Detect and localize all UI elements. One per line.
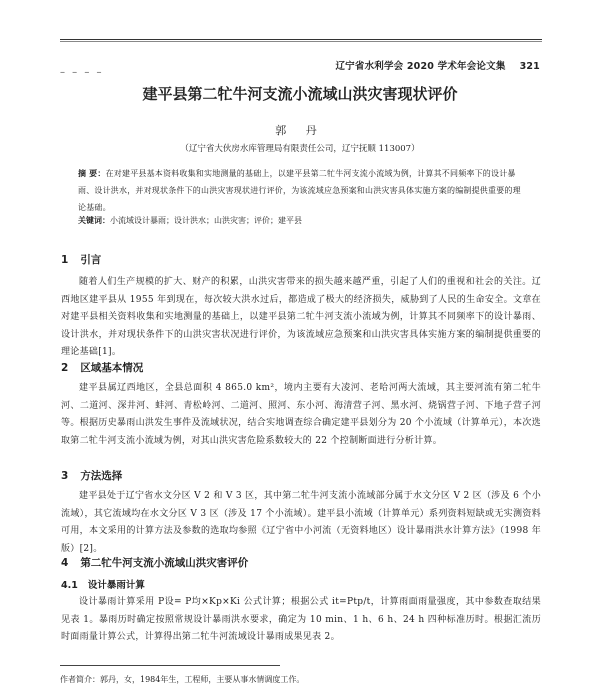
section-title: 引言 xyxy=(80,254,102,266)
author-footnote: 作者简介：郭丹，女，1984年生，工程师，主要从事水情调度工作。 xyxy=(60,675,305,684)
subsection-4-1-heading xyxy=(61,577,145,591)
section-title: 第二牤牛河支流小流域山洪灾害评价 xyxy=(80,557,249,569)
section-2-heading xyxy=(61,360,143,375)
subsection-number: 4.1 xyxy=(61,580,78,591)
section-3-heading xyxy=(61,468,122,483)
page-number: 321 xyxy=(519,61,540,72)
section-title: 区域基本情况 xyxy=(80,362,144,374)
keywords-label: 关键词： xyxy=(78,216,110,225)
subsection-title: 设计暴雨计算 xyxy=(87,580,145,591)
section-title: 方法选择 xyxy=(80,470,123,482)
footnote-rule xyxy=(60,665,280,666)
paper-title: 建平县第二牤牛河支流小流域山洪灾害现状评价 xyxy=(142,85,458,103)
header-dashes: – – – – xyxy=(60,67,104,78)
abstract-text: 在对建平县基本资料收集和实地测量的基础上，以建平县第二牤牛河支流小流域为例，计算其不同频率下的设计暴雨、设计洪水，并对现状条件下的山洪灾害现状进行评价，为该流域应急预案和山洪灾害具体实施方案的编制提供重要的理论基础。 xyxy=(78,169,521,212)
section-3-paragraph: 建平县处于辽宁省水文分区 V 2 和 V 3 区，其中第二牤牛河支流小流域部分属于水文分区 V 2 区（涉及 6 个小流域），其它流域均在水文分区 V 3 区（涉及 17 个小流域）。建平县小流域（计算单元）系列资料短缺或无实测资料可用，本文采用的计算方法及参数的选取均参照《辽宁省中小河流（无资料地区）设计暴雨洪水计算方法》（1998 年版）[2]。 xyxy=(61,491,541,554)
section-number: 2 xyxy=(61,362,69,374)
header-rule xyxy=(60,39,542,40)
header-rule-thin xyxy=(60,41,542,42)
author: 郭 丹 xyxy=(275,124,325,137)
abstract xyxy=(78,165,522,216)
section-1-paragraph: 随着人们生产规模的扩大、财产的积累，山洪灾害带来的损失越来越严重，引起了人们的重视和社会的关注。辽西地区建平县从 1955 年到现在，每次较大洪水过后，都造成了极大的经济损失，威胁到了人民的生命安全。文章在对建平县相关资料收集和实地测量的基础上，以建平县第二牤牛河支流小流域为例，计算其不同频率下的设计暴雨、设计洪水，并对现状条件下的山洪灾害状况进行评价，为该流域应急预案和山洪灾害具体实施方案的编制提供重要的理论基础[1]。 xyxy=(61,277,541,357)
section-4-paragraph: 设计暴雨计算采用 P设= P均×Kp×Ki 公式计算；根据公式 it=Ptp/t，计算雨面雨量强度，其中参数查取结果见表 1。暴雨历时确定按照常规设计暴雨洪水要求，确定为 10 min、1 h、6 h、24 h 四种标准历时。根据汇流历时面雨量计算公式，计算得出第二牤牛河流域设计暴雨成果见表 2。 xyxy=(61,597,541,642)
keywords xyxy=(78,215,522,226)
section-1-heading xyxy=(61,252,101,267)
keywords-text: 小流域设计暴雨；设计洪水；山洪灾害；评价；建平县 xyxy=(110,216,302,225)
section-number: 3 xyxy=(61,470,69,482)
section-number: 4 xyxy=(61,557,69,569)
section-number: 1 xyxy=(61,254,69,266)
abstract-label: 摘 要： xyxy=(78,169,106,178)
header-journal xyxy=(335,58,540,72)
journal-name: 辽宁省水利学会 2020 学术年会论文集 xyxy=(335,61,506,72)
section-4-heading xyxy=(61,555,248,570)
affiliation: （辽宁省大伙房水库管理局有限责任公司，辽宁抚顺 113007） xyxy=(180,144,420,154)
section-2-paragraph: 建平县属辽西地区，全县总面积 4 865.0 km²，境内主要有大凌河、老哈河两大流域，其主要河流有第二牤牛河、二道河、深井河、蚌河、青松岭河、二道河、照河、东小河、海清营子河、黑水河、烧锅营子河、下地子营子河等。根据历史暴雨山洪发生事件及流域状况，结合实地调查综合确定建平县划分为 20 个小流域（计算单元），本次选取第二牤牛河支流小流域为例，对其山洪灾害危险系数较大的 22 个控制断面进行分析计算。 xyxy=(61,383,541,446)
